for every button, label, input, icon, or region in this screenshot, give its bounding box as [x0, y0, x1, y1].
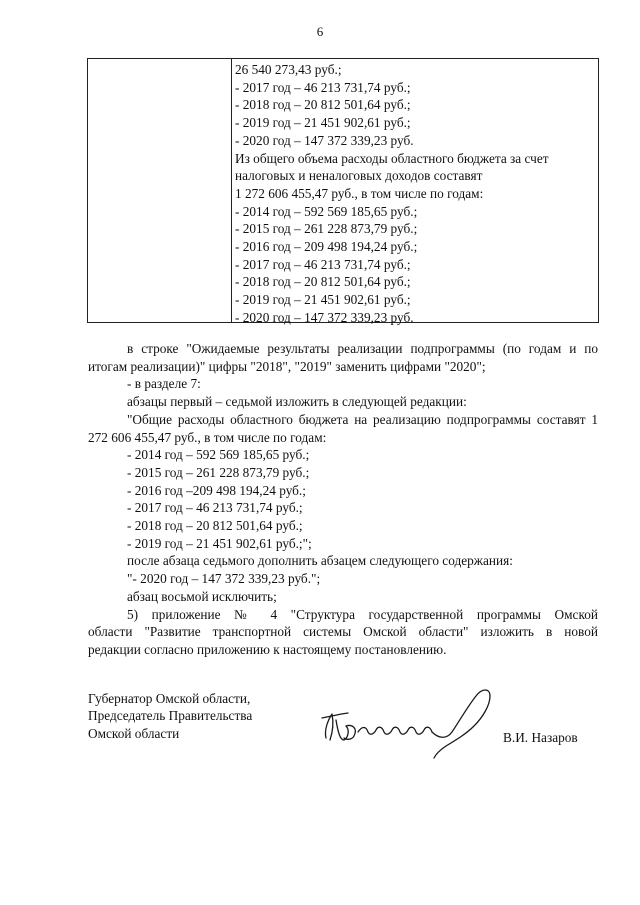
table-line: - 2020 год – 147 372 339,23 руб. — [235, 132, 414, 148]
added-year-line: "- 2020 год – 147 372 339,23 руб."; — [127, 571, 321, 587]
table-line: налоговых и неналоговых доходов составят — [235, 168, 483, 184]
year-line: - 2014 год – 592 569 185,65 руб.; — [127, 447, 310, 463]
year-line: - 2017 год – 46 213 731,74 руб.; — [127, 500, 303, 516]
signatory-title-line: Председатель Правительства — [88, 708, 253, 724]
table-line: - 2019 год – 21 451 902,61 руб.; — [235, 292, 411, 308]
eighth-excluded-line: абзац восьмой исключить; — [127, 588, 277, 604]
year-line: - 2018 год – 20 812 501,64 руб.; — [127, 518, 303, 534]
table-left-cell — [88, 59, 232, 322]
item-5-line-3: редакции согласно приложению к настоящему постановлению. — [88, 641, 447, 657]
table-line: - 2020 год – 147 372 339,23 руб. — [235, 309, 414, 325]
table-line: - 2017 год – 46 213 731,74 руб.; — [235, 256, 411, 272]
table-line: - 2019 год – 21 451 902,61 руб.; — [235, 115, 411, 131]
page-number: 6 — [316, 24, 324, 39]
table-line: 26 540 273,43 руб.; — [235, 62, 342, 77]
signatory-name: В.И. Назаров — [503, 730, 578, 745]
table-line: - 2017 год – 46 213 731,74 руб.; — [235, 79, 411, 95]
expected-results-paragraph: в строке "Ожидаемые результаты реализации подпрограммы (по годам и по итогам реализации)" цифры "2018", "2019" заменить цифрами "2020"; — [88, 341, 598, 374]
amendments-text — [88, 340, 598, 659]
year-line: - 2016 год –209 498 194,24 руб.; — [127, 482, 306, 498]
table-line: - 2018 год – 20 812 501,64 руб.; — [235, 274, 411, 290]
table-line: - 2018 год – 20 812 501,64 руб.; — [235, 97, 411, 113]
quoted-text: "Общие расходы областного бюджета на реализацию подпрограммы составят 1 272 606 455,47 руб., в том числе по годам: — [88, 411, 598, 445]
year-line: - 2015 год – 261 228 873,79 руб.; — [127, 464, 310, 480]
budget-table — [87, 58, 599, 323]
table-line: 1 272 606 455,47 руб., в том числе по годам: — [235, 185, 484, 201]
section-7-line: - в разделе 7: — [127, 376, 201, 392]
table-line: - 2014 год – 592 569 185,65 руб.; — [235, 203, 418, 219]
table-line: - 2016 год – 209 498 194,24 руб.; — [235, 239, 418, 255]
handwritten-signature — [318, 680, 498, 760]
signatory-title — [88, 690, 252, 742]
item-5-line-1: 5) приложение № 4 "Структура государственной программы Омской — [127, 606, 598, 622]
paragraphs-intro: абзацы первый – седьмой изложить в следующей редакции: — [127, 394, 467, 410]
signatory-title-line: Омской области — [88, 725, 180, 741]
signatory-title-line: Губернатор Омской области, — [88, 691, 251, 706]
table-line: - 2015 год – 261 228 873,79 руб.; — [235, 221, 418, 237]
year-line: - 2019 год – 21 451 902,61 руб.;"; — [127, 535, 312, 551]
table-line: Из общего объема расходы областного бюджета за счет — [235, 150, 549, 166]
item-5-line-2: области "Развитие транспортной системы Омской области" изложить в новой — [88, 624, 598, 640]
after-seventh-line: после абзаца седьмого дополнить абзацем следующего содержания: — [127, 553, 513, 569]
table-right-cell — [235, 61, 594, 327]
